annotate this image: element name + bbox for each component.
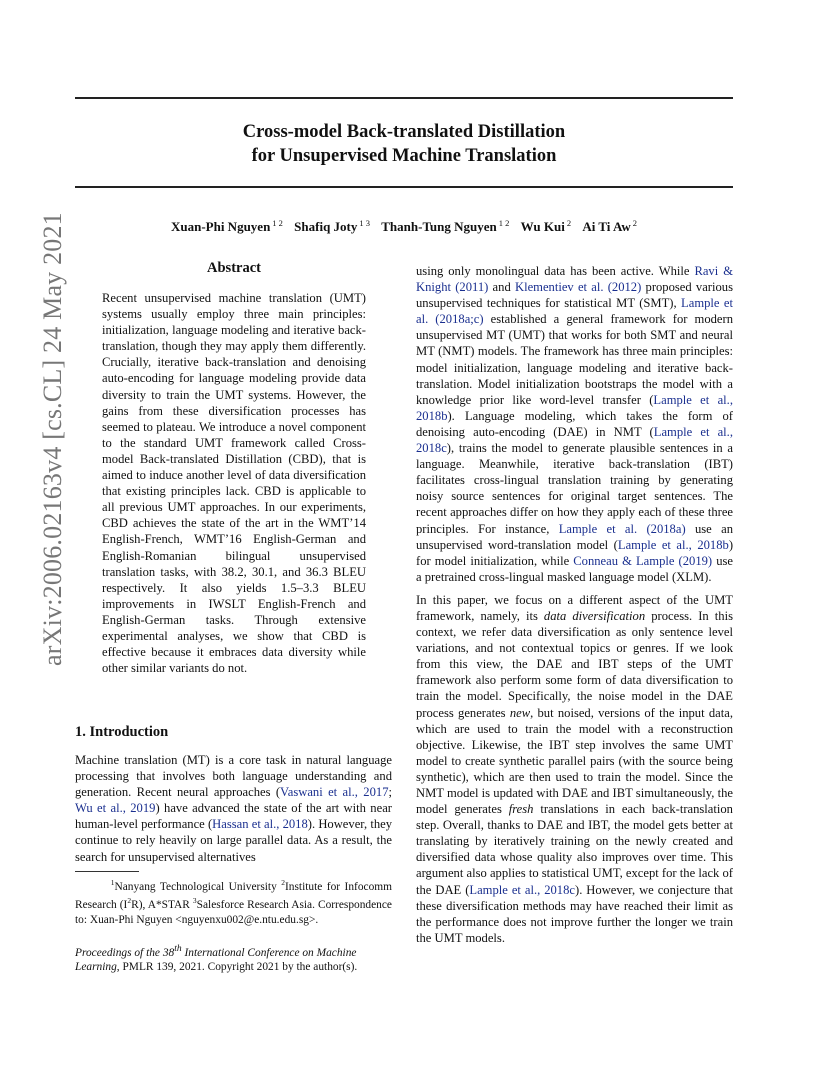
citation-link[interactable]: Klementiev et al. (2012) — [514, 280, 642, 295]
author: Ai Ti Aw $^2$ — [582, 218, 638, 235]
citation-link[interactable]: Vaswani et al., 2017 — [280, 785, 389, 800]
abstract-heading: Abstract — [207, 260, 261, 276]
title-line-1: Cross-model Back-translated Distillation — [242, 122, 566, 142]
proceedings-note: Proceedings of the 38th International Conference on Machine Learning, PMLR 139, 2021. Copyright 2021 by the author(s). — [75, 944, 358, 974]
author: Thanh-Tung Nguyen $^{1 2}$ — [381, 218, 510, 235]
citation-link[interactable]: Lample et al., 2018c — [416, 424, 733, 456]
paper-title — [75, 120, 733, 168]
abstract-text: Recent unsupervised machine translation (UMT) systems usually employ three main principles: initialization, language modeling and iterative back-translation, though they may apply them differently. Crucially, iterative back-translation and denoising auto-encoding for language modeling provide data diversity to train the UMT systems. However, the gains from these diversification processes has seemed to plateau. We introduce a novel component to the standard UMT framework called Cross-model Back-translated Distillation (CBD), that is aimed to induce another level of data diversification that existing principles lack. CBD is applicable to all previous UMT approaches. In our experiments, CBD achieves the state of the art in the WMT’14 English-French, WMT’16 English-German and English-Romanian bilingual unsupervised translation tasks, with 38.2, 30.1, and 36.3 BLEU respectively. It also yields 1.5–3.3 BLEU improvements in IWSLT English-French and English-German tasks. Through extensive experimental analyses, we show that CBD is effective because it embraces data diversity while other similar variants do not. — [102, 291, 366, 676]
bottom-rule — [75, 186, 733, 188]
citation-link[interactable]: Lample et al., 2018b — [617, 537, 729, 552]
citation-link[interactable]: Wu et al., 2019 — [75, 801, 156, 816]
footnote-rule — [75, 871, 139, 872]
citation-link[interactable]: Lample et al., 2018b — [416, 392, 733, 423]
citation-link[interactable]: Hassan et al., 2018 — [212, 817, 308, 832]
introduction-paragraph: Machine translation (MT) is a core task in natural language processing that involves both language understanding and generation. Recent neural approaches (Vaswani et al., 2017; Wu et al., 2019) have advanced the state of the art with near human-level performance (Hassan et al., 2018). However, they continue to rely heavily on large parallel data. As a result, the search for unsupervised alternatives — [75, 753, 392, 864]
citation-link[interactable]: Lample et al. (2018a) — [558, 521, 686, 536]
citation-link[interactable]: Lample et al., 2018c — [469, 882, 575, 897]
citation-link[interactable]: Lample et al. (2018a;c) — [416, 296, 733, 327]
author: Shafiq Joty $^{1 3}$ — [294, 218, 371, 235]
author: Xuan-Phi Nguyen $^{1 2}$ — [170, 218, 283, 235]
citation-link[interactable]: Ravi & Knight (2011) — [416, 264, 733, 295]
top-rule — [75, 97, 733, 99]
section-heading-introduction: 1. Introduction — [75, 724, 169, 740]
paragraph: using only monolingual data has been active. While Ravi & Knight (2011) and Klementiev et al. (2012) proposed various unsupervised techniques for statistical MT (SMT), Lample et al. (2018a;c) established a general framework for modern unsupervised MT (UMT) that works for both SMT and neural MT (NMT) models. The framework has three main principles: model initialization, language modeling and iterative back-translation. Model initialization bootstraps the model with a knowledge prior like word-level transfer (Lample et al., 2018b). Language modeling, which takes the form of denoising auto-encoding (DAE) in NMT (Lample et al., 2018c), trains the model to generate plausible sentences in a language. Meanwhile, iterative back-translation (IBT) facilitates cross-lingual translation training by generating noisy source sentences for original target sentences. The recent approaches differ on how they apply each of these three principles. For instance, Lample et al. (2018a) use an unsupervised word-translation model (Lample et al., 2018b) for model initialization, while Conneau & Lample (2019) use a pretrained cross-lingual masked language model (XLM). — [416, 264, 734, 584]
paragraph: In this paper, we focus on a different aspect of the UMT framework, namely, its data diversification process. In this context, we refer data diversification as only sentence level variations, and not contextual topics or genres. If we look from this view, the DAE and IBT steps of the UMT framework also perform some form of data diversification to train the model. Specifically, the noise model in the DAE process generates new, but noised, versions of the input data, which are used to train the model with a reconstruction objective. Likewise, the IBT step involves the same UMT model to create synthetic parallel pairs (with the source being synthetic), which are then used to train the model. Since the NMT model is updated with DAE and IBT simultaneously, the model generates fresh translations in each back-translation step. Overall, thanks to DAE and IBT, the model gets better at translating by iteratively training on the newly created and diversified data whose quality also improves over time. This argument also applies to statistical UMT, except for the lack of the DAE (Lample et al., 2018c). However, we conjecture that these diversification methods may have reached their limit as the performance does not improve further the longer we train the UMT models. — [416, 592, 733, 945]
author: Wu Kui $^2$ — [520, 218, 572, 235]
author-list — [75, 214, 733, 236]
arxiv-identifier: arXiv:2006.02163v4 [cs.CL] 24 May 2021 — [38, 212, 67, 666]
right-column — [416, 263, 733, 946]
citation-link[interactable]: Conneau & Lample (2019) — [573, 553, 713, 568]
title-line-2: for Unsupervised Machine Translation — [251, 146, 557, 166]
affiliation-footnote: $^1$Nanyang Technological University $^2$Institute for Infocomm Research $(I^2R)$, A*STAR $^3$Salesforce Research Asia. Correspondence to: Xuan-Phi Nguyen <nguyenxu002@e.ntu.edu.sg>. — [75, 878, 392, 926]
